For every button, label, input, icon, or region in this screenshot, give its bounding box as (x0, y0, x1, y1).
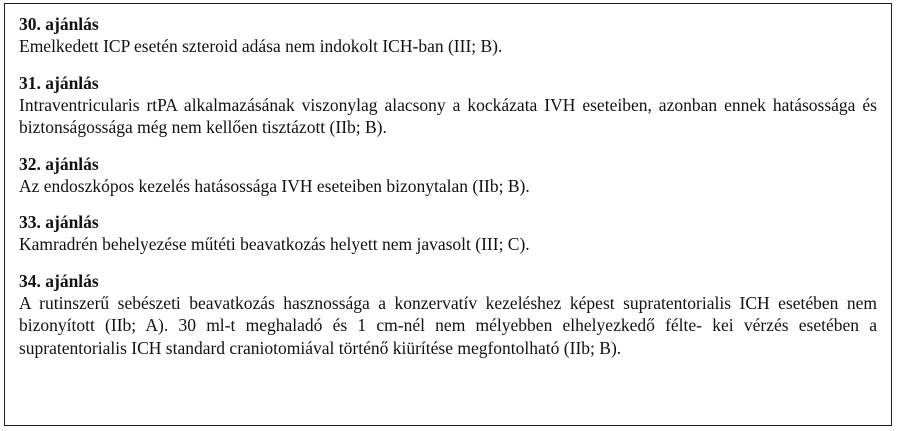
recommendation-text (19, 35, 877, 58)
recommendation-title: 30. ajánlás (19, 14, 99, 34)
text-line: Intraventricularis rtPA alkalmazásának viszonylag alacsony a kockázata IVH eseteiben, azonban (19, 94, 718, 115)
text-line: esetében nem bizonyított (IIb; A). 30 ml-t meghaladó és 1 cm-nél nem mélyebben elhelyezkedő félte- (19, 292, 878, 335)
text-line: A rutinszerű sebészeti beavatkozás hasznossága a konzervatív kezeléshez képest supratentorialis ICH (19, 292, 770, 313)
recommendation-33 (19, 212, 877, 256)
text-line: kei vérzés esetében a supratentorialis ICH standard craniotomiával történő kiürítése megfontolható (19, 315, 877, 358)
recommendation-34 (19, 271, 877, 360)
recommendation-title: 33. ajánlás (19, 212, 99, 232)
text-line: (IIb; B). (563, 337, 622, 358)
recommendation-31 (19, 73, 877, 139)
recommendation-30 (19, 14, 877, 58)
recommendation-title: 31. ajánlás (19, 72, 99, 93)
recommendation-text (19, 94, 877, 139)
recommendation-32 (19, 154, 877, 198)
text-line: Kamradrén behelyezése műtéti beavatkozás helyett nem javasolt (III; C). (19, 234, 530, 254)
text-line: Az endoszkópos kezelés hatásossága IVH eseteiben bizonytalan (IIb; B). (19, 175, 530, 196)
recommendation-text (19, 292, 877, 360)
recommendations-box (4, 3, 892, 426)
recommendation-title: 32. ajánlás (19, 153, 99, 174)
text-line: ennek hatásossága és biztonságossága még nem kellően tisztázott (IIb; B). (19, 94, 877, 137)
recommendation-text (19, 175, 877, 198)
recommendation-title: 34. ajánlás (19, 270, 99, 291)
recommendation-text (19, 233, 877, 256)
text-line: Emelkedett ICP esetén szteroid adása nem indokolt ICH-ban (III; B). (19, 36, 503, 56)
